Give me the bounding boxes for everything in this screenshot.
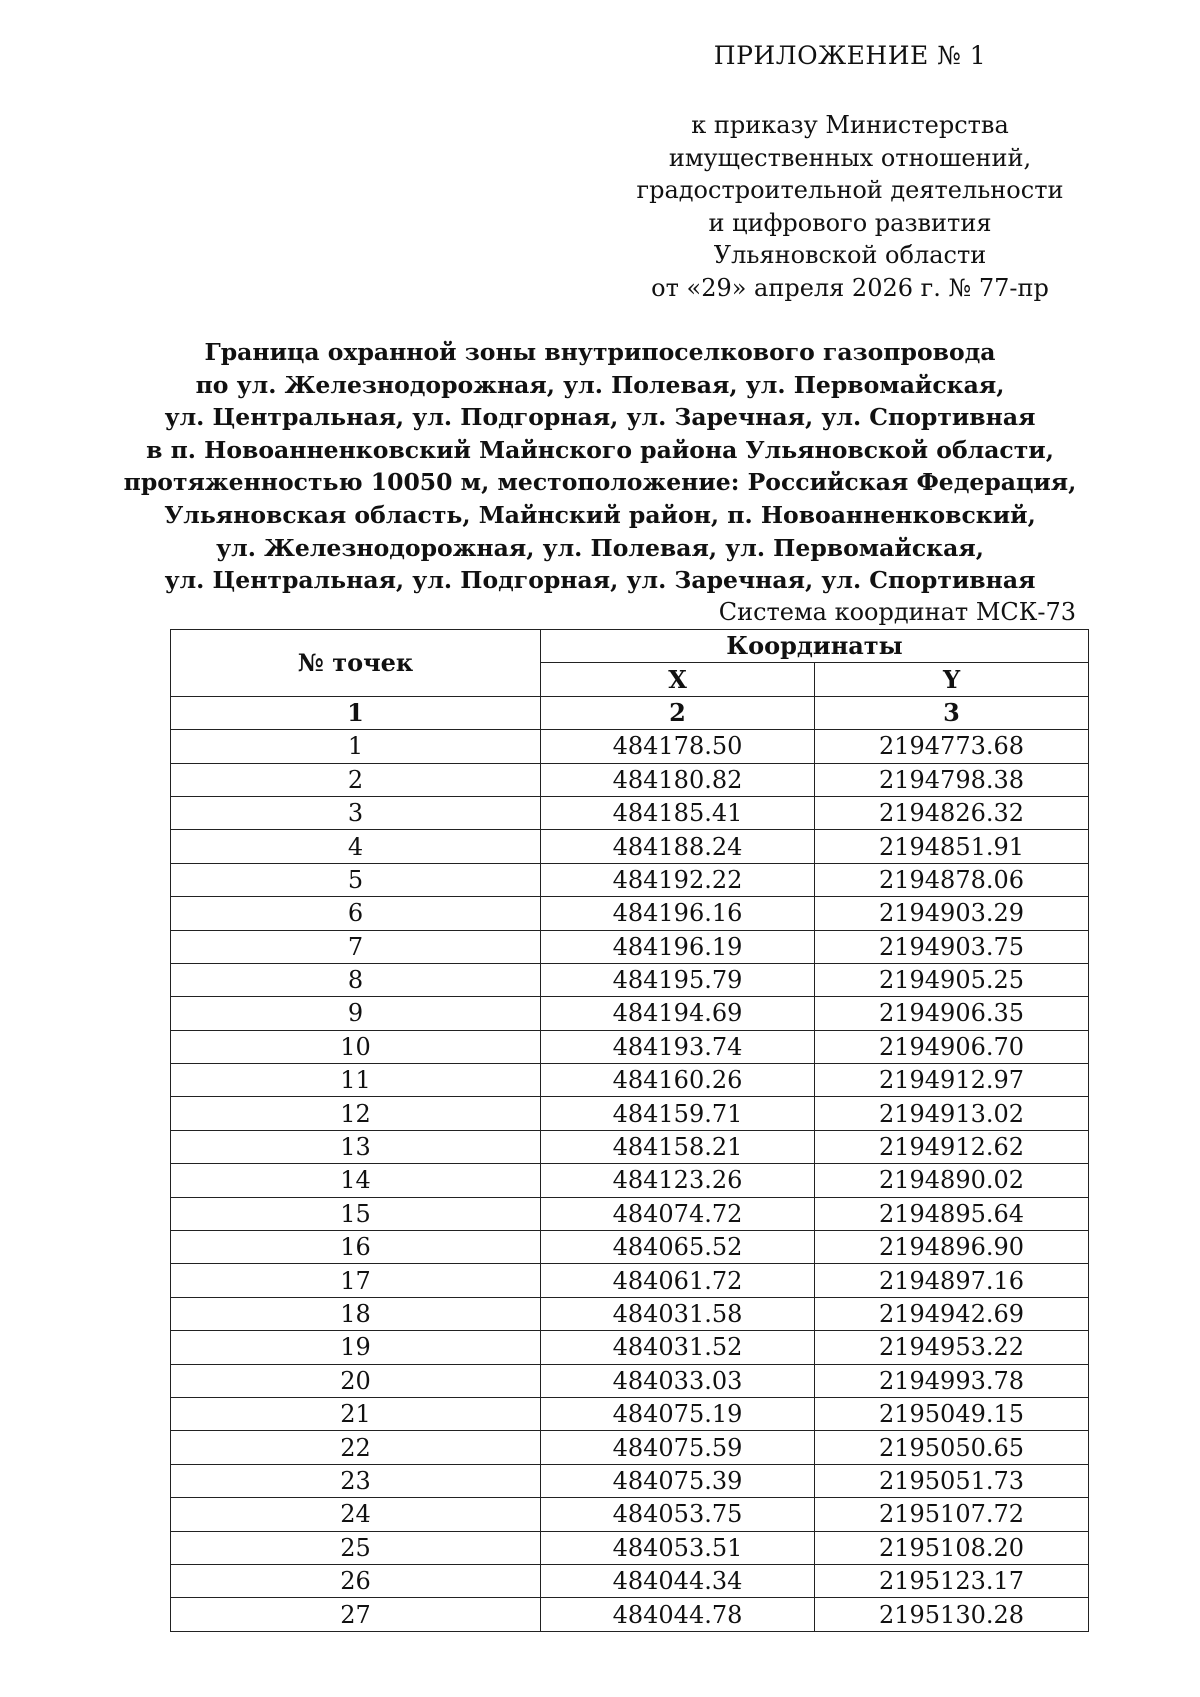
y-coordinate-cell: 2194912.97 — [815, 1064, 1089, 1097]
point-number-cell: 11 — [171, 1064, 541, 1097]
header-points: № точек — [171, 630, 541, 697]
point-number-cell: 2 — [171, 763, 541, 796]
order-reference — [600, 109, 1100, 305]
y-coordinate-cell: 2194773.68 — [815, 730, 1089, 763]
heading-line: по ул. Железнодорожная, ул. Полевая, ул. Первомайская, — [195, 370, 1005, 399]
table-row — [171, 1598, 1089, 1631]
point-number-cell: 24 — [171, 1498, 541, 1531]
y-coordinate-cell: 2194942.69 — [815, 1297, 1089, 1330]
x-coordinate-cell: 484044.78 — [541, 1598, 815, 1631]
table-row — [171, 1097, 1089, 1130]
table-row — [171, 1030, 1089, 1063]
point-number-cell: 16 — [171, 1231, 541, 1264]
table-row — [171, 1464, 1089, 1497]
x-coordinate-cell: 484123.26 — [541, 1164, 815, 1197]
x-coordinate-cell: 484180.82 — [541, 763, 815, 796]
heading-line: в п. Новоанненковский Майнского района Ульяновской области, — [146, 435, 1054, 464]
table-row — [171, 1331, 1089, 1364]
point-number-cell: 25 — [171, 1531, 541, 1564]
column-number: 1 — [171, 696, 541, 729]
y-coordinate-cell: 2194878.06 — [815, 863, 1089, 896]
point-number-cell: 23 — [171, 1464, 541, 1497]
y-coordinate-cell: 2194851.91 — [815, 830, 1089, 863]
y-coordinate-cell: 2194895.64 — [815, 1197, 1089, 1230]
table-row — [171, 1431, 1089, 1464]
y-coordinate-cell: 2195107.72 — [815, 1498, 1089, 1531]
x-coordinate-cell: 484075.19 — [541, 1397, 815, 1430]
heading-line: Ульяновская область, Майнский район, п. Новоанненковский, — [164, 500, 1036, 529]
y-coordinate-cell: 2194826.32 — [815, 796, 1089, 829]
x-coordinate-cell: 484160.26 — [541, 1064, 815, 1097]
y-coordinate-cell: 2194890.02 — [815, 1164, 1089, 1197]
appendix-title: ПРИЛОЖЕНИЕ № 1 — [713, 41, 987, 70]
point-number-cell: 14 — [171, 1164, 541, 1197]
x-coordinate-cell: 484195.79 — [541, 963, 815, 996]
point-number-cell: 10 — [171, 1030, 541, 1063]
y-coordinate-cell: 2194906.35 — [815, 997, 1089, 1030]
table-row — [171, 1064, 1089, 1097]
table-row — [171, 997, 1089, 1030]
table-row — [171, 930, 1089, 963]
x-coordinate-cell: 484074.72 — [541, 1197, 815, 1230]
y-coordinate-cell: 2195108.20 — [815, 1531, 1089, 1564]
x-coordinate-cell: 484065.52 — [541, 1231, 815, 1264]
y-coordinate-cell: 2194897.16 — [815, 1264, 1089, 1297]
y-coordinate-cell: 2194903.29 — [815, 897, 1089, 930]
point-number-cell: 1 — [171, 730, 541, 763]
x-coordinate-cell: 484031.58 — [541, 1297, 815, 1330]
point-number-cell: 18 — [171, 1297, 541, 1330]
heading-line: протяженностью 10050 м, местоположение: Российская Федерация, — [123, 468, 1077, 497]
point-number-cell: 19 — [171, 1331, 541, 1364]
heading-line: Граница охранной зоны внутрипоселкового газопровода — [204, 338, 996, 366]
x-coordinate-cell: 484193.74 — [541, 1030, 815, 1063]
table-row — [171, 897, 1089, 930]
table-row — [171, 1231, 1089, 1264]
header-x: X — [541, 663, 815, 696]
y-coordinate-cell: 2194953.22 — [815, 1331, 1089, 1364]
order-line: Ульяновской области — [713, 241, 987, 270]
table-row — [171, 1564, 1089, 1597]
table-row — [171, 1498, 1089, 1531]
table-body — [171, 730, 1089, 1632]
point-number-cell: 13 — [171, 1130, 541, 1163]
order-line: градостроительной деятельности — [636, 176, 1064, 205]
y-coordinate-cell: 2194912.62 — [815, 1130, 1089, 1163]
y-coordinate-cell: 2195123.17 — [815, 1564, 1089, 1597]
y-coordinate-cell: 2195050.65 — [815, 1431, 1089, 1464]
x-coordinate-cell: 484196.19 — [541, 930, 815, 963]
point-number-cell: 3 — [171, 796, 541, 829]
x-coordinate-cell: 484159.71 — [541, 1097, 815, 1130]
point-number-cell: 17 — [171, 1264, 541, 1297]
y-coordinate-cell: 2194896.90 — [815, 1231, 1089, 1264]
header-y: Y — [815, 663, 1089, 696]
x-coordinate-cell: 484188.24 — [541, 830, 815, 863]
point-number-cell: 20 — [171, 1364, 541, 1397]
y-coordinate-cell: 2194993.78 — [815, 1364, 1089, 1397]
table-row — [171, 1164, 1089, 1197]
y-coordinate-cell: 2194913.02 — [815, 1097, 1089, 1130]
point-number-cell: 21 — [171, 1397, 541, 1430]
x-coordinate-cell: 484033.03 — [541, 1364, 815, 1397]
x-coordinate-cell: 484053.75 — [541, 1498, 815, 1531]
heading-line: ул. Железнодорожная, ул. Полевая, ул. Первомайская, — [216, 533, 984, 562]
order-line: к приказу Министерства — [691, 111, 1009, 139]
table-row — [171, 1364, 1089, 1397]
table-row — [171, 763, 1089, 796]
heading-line: ул. Центральная, ул. Подгорная, ул. Заречная, ул. Спортивная — [164, 403, 1036, 432]
y-coordinate-cell: 2195049.15 — [815, 1397, 1089, 1430]
y-coordinate-cell: 2195051.73 — [815, 1464, 1089, 1497]
y-coordinate-cell: 2194905.25 — [815, 963, 1089, 996]
table-row — [171, 1264, 1089, 1297]
x-coordinate-cell: 484192.22 — [541, 863, 815, 896]
point-number-cell: 6 — [171, 897, 541, 930]
column-number: 2 — [541, 696, 815, 729]
x-coordinate-cell: 484196.16 — [541, 897, 815, 930]
x-coordinate-cell: 484185.41 — [541, 796, 815, 829]
x-coordinate-cell: 484075.59 — [541, 1431, 815, 1464]
header-coordinates: Координаты — [541, 630, 1089, 663]
x-coordinate-cell: 484194.69 — [541, 997, 815, 1030]
order-line: и цифрового развития — [708, 208, 992, 237]
table-row — [171, 1130, 1089, 1163]
x-coordinate-cell: 484178.50 — [541, 730, 815, 763]
point-number-cell: 4 — [171, 830, 541, 863]
x-coordinate-cell: 484075.39 — [541, 1464, 815, 1497]
point-number-cell: 22 — [171, 1431, 541, 1464]
table-header-row — [171, 630, 1089, 663]
order-line: от «29» апреля 2026 г. № 77-пр — [651, 273, 1049, 302]
point-number-cell: 8 — [171, 963, 541, 996]
point-number-cell: 15 — [171, 1197, 541, 1230]
table-row — [171, 1397, 1089, 1430]
table-row — [171, 796, 1089, 829]
table-row — [171, 1197, 1089, 1230]
y-coordinate-cell: 2194903.75 — [815, 930, 1089, 963]
x-coordinate-cell: 484158.21 — [541, 1130, 815, 1163]
coordinate-system-label: Система координат МСК-73 — [718, 598, 1076, 626]
document-heading — [0, 336, 1200, 597]
table-row — [171, 1531, 1089, 1564]
point-number-cell: 9 — [171, 997, 541, 1030]
x-coordinate-cell: 484031.52 — [541, 1331, 815, 1364]
y-coordinate-cell: 2195130.28 — [815, 1598, 1089, 1631]
x-coordinate-cell: 484044.34 — [541, 1564, 815, 1597]
table-row — [171, 830, 1089, 863]
column-number: 3 — [815, 696, 1089, 729]
heading-line: ул. Центральная, ул. Подгорная, ул. Заречная, ул. Спортивная — [164, 566, 1036, 595]
point-number-cell: 5 — [171, 863, 541, 896]
y-coordinate-cell: 2194906.70 — [815, 1030, 1089, 1063]
table-column-number-row — [171, 696, 1089, 729]
table-row — [171, 730, 1089, 763]
x-coordinate-cell: 484053.51 — [541, 1531, 815, 1564]
table-row — [171, 1297, 1089, 1330]
order-line: имущественных отношений, — [668, 143, 1032, 172]
coordinates-table — [170, 629, 1089, 1632]
point-number-cell: 7 — [171, 930, 541, 963]
table-row — [171, 963, 1089, 996]
y-coordinate-cell: 2194798.38 — [815, 763, 1089, 796]
table-row — [171, 863, 1089, 896]
point-number-cell: 26 — [171, 1564, 541, 1597]
x-coordinate-cell: 484061.72 — [541, 1264, 815, 1297]
point-number-cell: 12 — [171, 1097, 541, 1130]
point-number-cell: 27 — [171, 1598, 541, 1631]
